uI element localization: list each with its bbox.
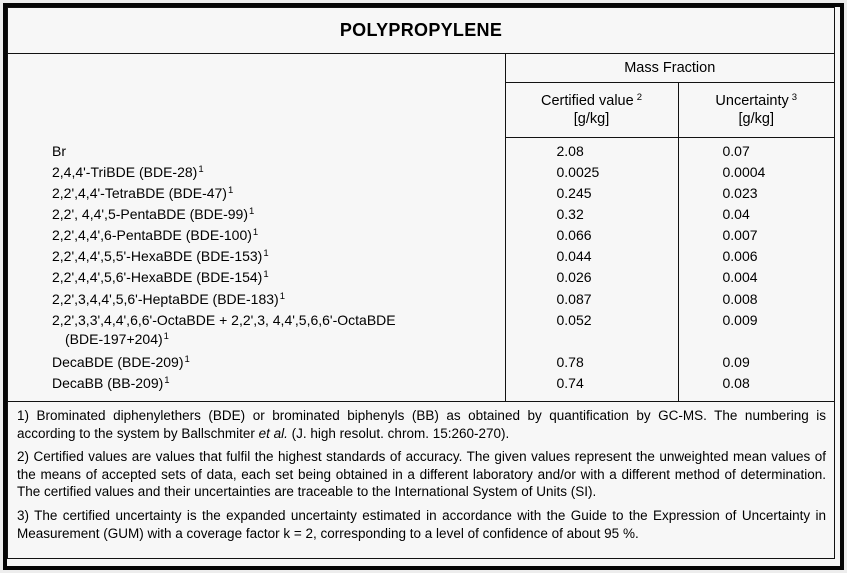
- certified-value: 0.74: [505, 374, 678, 395]
- certified-value: 0.245: [505, 184, 678, 205]
- certified-value: 2.08: [505, 142, 678, 163]
- table-body: [8, 138, 834, 402]
- compound-name: [8, 311, 505, 353]
- uncertainty-value: 0.009: [722, 311, 758, 328]
- compound-name-line2: $(BDE-197+204)^1$: [65, 331, 169, 348]
- compound-name-line1: 2,2', 4,4',5-PentaBDE $(BDE-99)^1$: [52, 206, 255, 223]
- table-row: [8, 142, 834, 163]
- compound-column-header-empty: [8, 54, 505, 138]
- document-outer-frame: [3, 3, 844, 570]
- certificate-table: [8, 8, 834, 558]
- compound-name: [8, 374, 505, 395]
- uncertainty-value: 0.08: [722, 374, 750, 391]
- compound-name: [8, 163, 505, 184]
- mass-fraction-group-header: Mass Fraction: [505, 54, 834, 83]
- certified-value-unit: [g/kg]: [573, 111, 610, 127]
- table-row: [8, 311, 834, 353]
- uncertainty-value: 0.006: [722, 248, 758, 265]
- compound-name: [8, 142, 505, 163]
- certified-value-column-header: [505, 83, 678, 138]
- table-row: [8, 374, 834, 395]
- certified-value-header-label: [506, 92, 678, 110]
- footnotes-body: [8, 401, 834, 558]
- table-row: [8, 205, 834, 226]
- group-header-row: [8, 54, 834, 83]
- compound-name: [8, 247, 505, 268]
- compound-name-line1: DecaBDE $(BDE-209)^1$: [52, 353, 190, 370]
- certified-value: 0.78: [505, 353, 678, 374]
- table-row: [8, 290, 834, 311]
- uncertainty-header-text: Uncertainty: [715, 93, 789, 109]
- table-row: [8, 247, 834, 268]
- footnote: 1) Brominated diphenylethers (BDE) or brominated biphenyls (BB) as obtained by quantification by GC-MS. The numbering is according to the system by Ballschmiter et al. (J. high resolut. chrom. 15:260-270).: [17, 407, 826, 441]
- table-row: [8, 268, 834, 289]
- compound-name: [8, 353, 505, 374]
- certified-value: 0.0025: [505, 163, 678, 184]
- certified-value: 0.32: [505, 205, 678, 226]
- compound-name-line1: 2,2',3,4,4',5,6'-HeptaBDE $(BDE-183)^1$: [52, 290, 285, 307]
- compound-name-line1: Br: [52, 143, 66, 159]
- table-header: [8, 8, 834, 138]
- compound-name-line1: 2,4,4'-TriBDE $(BDE-28)^1$: [52, 164, 204, 181]
- compound-name-line1: 2,2',4,4',5,6'-HexaBDE $(BDE-154)^1$: [52, 269, 269, 286]
- uncertainty-value: 0.04: [722, 206, 750, 223]
- certified-value-header-text: Certified value: [541, 93, 634, 109]
- table-row: [8, 163, 834, 184]
- uncertainty-value: 0.07: [722, 143, 750, 159]
- compound-name-line1: 2,2',4,4',5,5'-HexaBDE $(BDE-153)^1$: [52, 248, 269, 265]
- footnotes-row: [8, 401, 834, 558]
- table-row: [8, 353, 834, 374]
- uncertainty-value: 0.0004: [722, 164, 766, 181]
- compound-name-line1: 2,2',4,4',6-PentaBDE $(BDE-100)^1$: [52, 227, 259, 244]
- uncertainty-value: 0.09: [722, 353, 750, 370]
- uncertainty-header-label: [679, 92, 835, 110]
- compound-name: [8, 268, 505, 289]
- uncertainty-column-header: [678, 83, 834, 138]
- certified-value: 0.044: [505, 247, 678, 268]
- table-row: [8, 184, 834, 205]
- compound-name: [8, 205, 505, 226]
- compound-name: [8, 226, 505, 247]
- footnote: 2) Certified values are values that fulfil the highest standards of accuracy. The given values represent the unweighted mean values of the means of accepted sets of data, each set being obtained in a different laboratory and/or with a different method of determination. The certified values and their uncertainties are traceable to the International System of Units (SI).: [17, 449, 826, 500]
- compound-name: [8, 290, 505, 311]
- certified-value: 0.026: [505, 268, 678, 289]
- compound-name: [8, 184, 505, 205]
- uncertainty-value: 0.008: [722, 290, 758, 307]
- certified-value-footnote-marker: 2: [636, 92, 642, 103]
- title-row: [8, 8, 834, 54]
- uncertainty-value: 0.007: [722, 227, 758, 244]
- compound-name-line1: 2,2',4,4'-TetraBDE $(BDE-47)^1$: [52, 185, 234, 202]
- uncertainty-unit: [g/kg]: [738, 111, 774, 127]
- footnotes-section: [8, 401, 834, 558]
- page-title: POLYPROPYLENE: [8, 8, 834, 54]
- footnote: 3) The certified uncertainty is the expanded uncertainty estimated in accordance with the Guide to the Expression of Uncertainty in Measurement (GUM) with a coverage factor k = 2, corresponding to a level of confidence of about 95 %.: [17, 507, 826, 541]
- certified-value: 0.087: [505, 290, 678, 311]
- certified-value: 0.052: [505, 311, 678, 353]
- uncertainty-value: 0.004: [722, 269, 758, 286]
- uncertainty-footnote-marker: 3: [791, 92, 798, 103]
- uncertainty-value: 0.023: [722, 185, 758, 202]
- document-inner-frame: [7, 7, 835, 559]
- compound-name-line1: DecaBB $(BB-209)^1$: [52, 374, 170, 391]
- table-row: [8, 226, 834, 247]
- compound-name-line1: 2,2',3,3',4,4',6,6'-OctaBDE + 2,2',3, 4,4',5,6,6'-OctaBDE: [52, 311, 396, 328]
- certified-value: 0.066: [505, 226, 678, 247]
